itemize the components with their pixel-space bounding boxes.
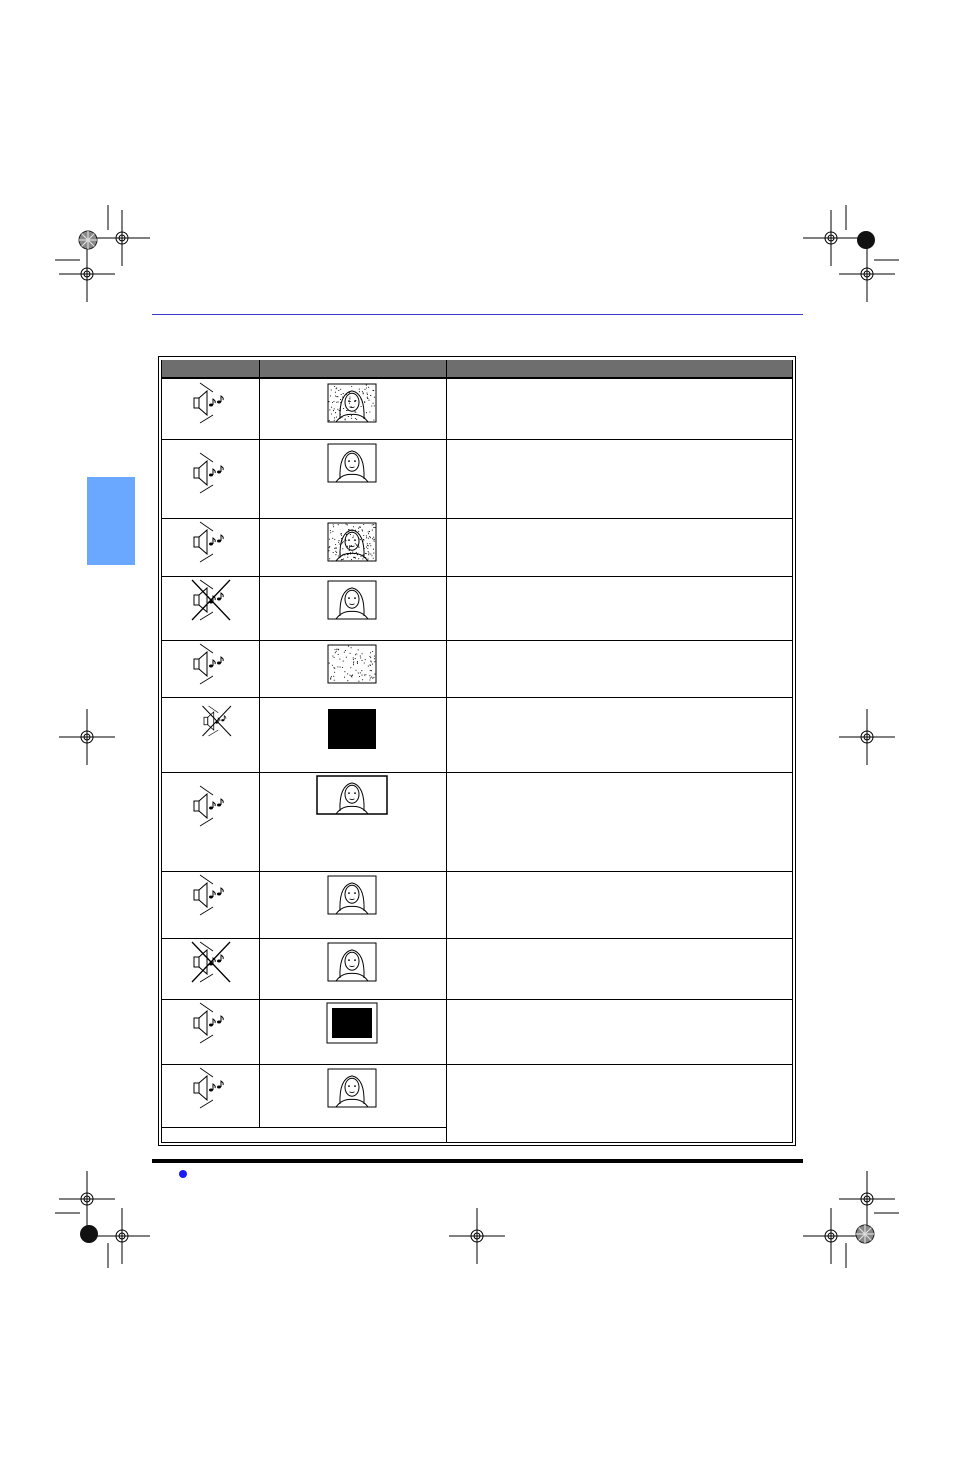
row-divider [161,871,793,872]
speaker-with-notes-icon [186,449,236,499]
row-divider [161,439,793,440]
row-divider [161,697,793,698]
speaker-with-notes-icon [186,782,236,832]
solid-target-icon [80,1225,98,1243]
row-divider [161,999,793,1000]
row-divider [161,640,793,641]
speaker-with-notes-icon [186,1064,236,1114]
footer-rule [152,1159,803,1163]
screen-black-framed-icon [326,1002,378,1044]
troubleshooting-table [158,356,796,1146]
column-divider [446,360,447,1143]
registration-mark-icon [94,210,150,266]
registration-mark-icon [59,1171,115,1227]
header-rule [152,314,803,315]
screen-snowy-icon [326,382,378,424]
screen-normal-icon [326,442,378,484]
speaker-muted-icon [186,938,236,988]
registration-mark-icon [839,709,895,765]
color-target-icon [856,1225,874,1243]
speaker-with-notes-icon [186,871,236,921]
speaker-muted-icon [186,576,236,626]
speaker-with-notes-icon [186,640,236,690]
column-divider [161,360,162,1143]
screen-noise-only-icon [326,643,378,685]
screen-wide-icon [315,774,389,816]
screen-black-icon [326,707,378,749]
color-target-icon [79,231,97,249]
row-divider [161,772,793,773]
column-divider [259,360,260,1127]
registration-mark-icon [59,709,115,765]
screen-interference-icon [326,521,378,563]
speaker-muted-icon [190,703,240,753]
row-divider [161,1064,793,1065]
solid-target-icon [857,231,875,249]
registration-mark-icon [839,246,895,302]
section-tab [87,477,135,565]
footnote-divider [161,1127,446,1128]
row-divider [161,518,793,519]
speaker-with-notes-icon [186,379,236,429]
screen-normal-icon [326,874,378,916]
registration-mark-icon [449,1208,505,1264]
speaker-with-notes-icon [186,999,236,1049]
screen-normal-icon [326,1067,378,1109]
registration-mark-icon [803,1208,859,1264]
bullet-icon [179,1170,187,1178]
row-divider [161,938,793,939]
screen-normal-icon [326,579,378,621]
registration-mark-icon [94,1208,150,1264]
table-bottom-rule [161,1142,793,1143]
registration-mark-icon [59,246,115,302]
registration-mark-icon [803,210,859,266]
screen-normal-icon [326,941,378,983]
registration-mark-icon [839,1171,895,1227]
table-header-bar [161,360,793,377]
speaker-with-notes-icon [186,518,236,568]
header-bottom-rule [161,377,793,379]
row-divider [161,576,793,577]
column-divider [792,360,793,1143]
